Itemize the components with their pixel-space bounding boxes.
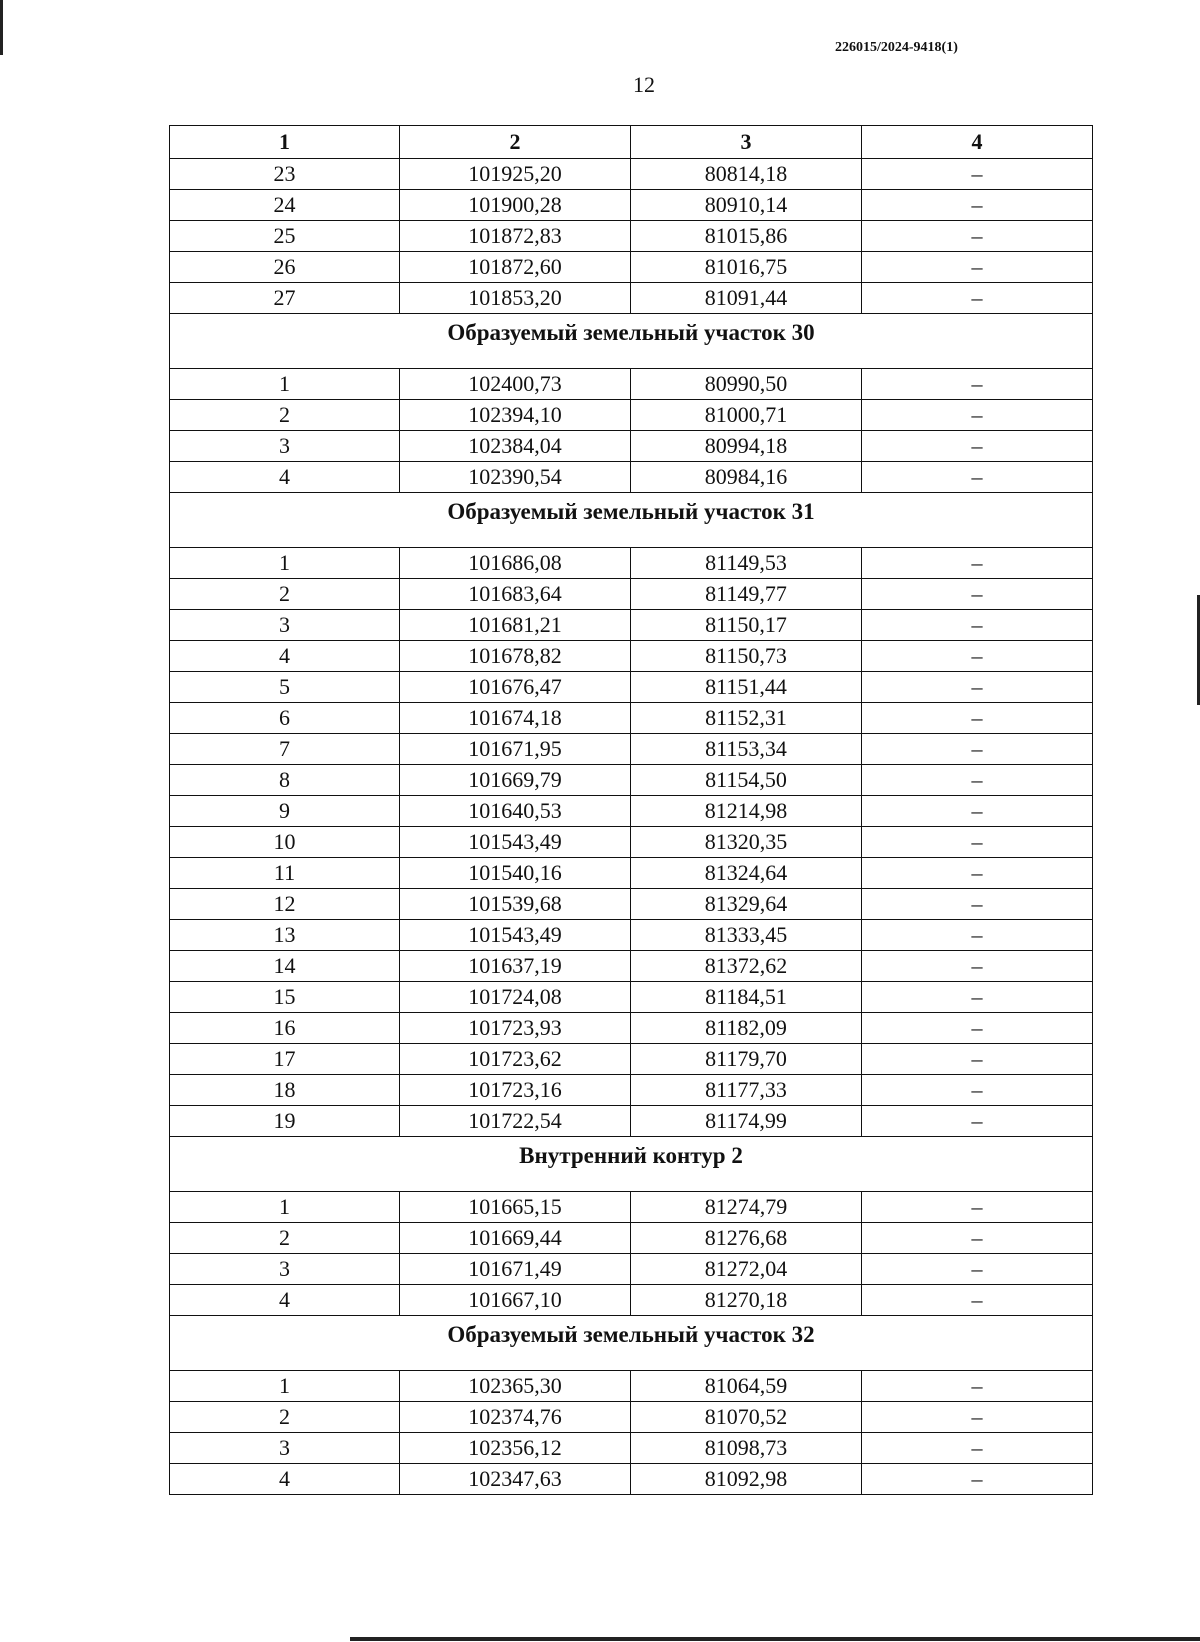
- note-cell: –: [862, 920, 1093, 951]
- coordinate-y-cell: 81174,99: [631, 1106, 862, 1137]
- point-number-cell: 4: [170, 1285, 400, 1316]
- point-number-cell: 4: [170, 641, 400, 672]
- section-title: Образуемый земельный участок 30: [170, 314, 1093, 369]
- coordinate-y-cell: 81154,50: [631, 765, 862, 796]
- coordinate-y-cell: 81270,18: [631, 1285, 862, 1316]
- table-row: [170, 1254, 1093, 1285]
- coordinate-y-cell: 81182,09: [631, 1013, 862, 1044]
- table-row: [170, 252, 1093, 283]
- table-row: [170, 951, 1093, 982]
- note-cell: –: [862, 1285, 1093, 1316]
- note-cell: –: [862, 827, 1093, 858]
- table-row: [170, 610, 1093, 641]
- point-number-cell: 5: [170, 672, 400, 703]
- coordinate-y-cell: 81329,64: [631, 889, 862, 920]
- table-row: [170, 221, 1093, 252]
- coordinate-x-cell: 102400,73: [400, 369, 631, 400]
- table-row: [170, 579, 1093, 610]
- coordinate-y-cell: 81184,51: [631, 982, 862, 1013]
- table-row: [170, 982, 1093, 1013]
- coordinate-y-cell: 81070,52: [631, 1402, 862, 1433]
- table-row: [170, 1075, 1093, 1106]
- coordinate-y-cell: 81276,68: [631, 1223, 862, 1254]
- note-cell: –: [862, 159, 1093, 190]
- table-row: [170, 734, 1093, 765]
- coordinate-x-cell: 101665,15: [400, 1192, 631, 1223]
- coordinate-y-cell: 80994,18: [631, 431, 862, 462]
- point-number-cell: 3: [170, 1254, 400, 1285]
- table-row: [170, 400, 1093, 431]
- coordinate-y-cell: 81179,70: [631, 1044, 862, 1075]
- point-number-cell: 14: [170, 951, 400, 982]
- coordinate-x-cell: 102390,54: [400, 462, 631, 493]
- point-number-cell: 27: [170, 283, 400, 314]
- point-number-cell: 4: [170, 1464, 400, 1495]
- note-cell: –: [862, 369, 1093, 400]
- point-number-cell: 25: [170, 221, 400, 252]
- table-row: [170, 1223, 1093, 1254]
- note-cell: –: [862, 221, 1093, 252]
- point-number-cell: 2: [170, 1223, 400, 1254]
- coordinate-y-cell: 81150,17: [631, 610, 862, 641]
- coordinate-y-cell: 81000,71: [631, 400, 862, 431]
- point-number-cell: 11: [170, 858, 400, 889]
- table-row: [170, 641, 1093, 672]
- scan-edge-mark-left: [0, 0, 3, 55]
- note-cell: –: [862, 548, 1093, 579]
- coordinate-x-cell: 101872,83: [400, 221, 631, 252]
- note-cell: –: [862, 1371, 1093, 1402]
- table-row: [170, 858, 1093, 889]
- coordinate-x-cell: 101683,64: [400, 579, 631, 610]
- table-row: [170, 548, 1093, 579]
- coordinate-x-cell: 101539,68: [400, 889, 631, 920]
- table-header-row: [170, 126, 1093, 159]
- table-row: [170, 920, 1093, 951]
- coordinate-y-cell: 81064,59: [631, 1371, 862, 1402]
- point-number-cell: 13: [170, 920, 400, 951]
- scan-bottom-rule: [350, 1637, 1200, 1641]
- note-cell: –: [862, 889, 1093, 920]
- coordinate-y-cell: 81149,53: [631, 548, 862, 579]
- coordinate-y-cell: 81152,31: [631, 703, 862, 734]
- point-number-cell: 3: [170, 1433, 400, 1464]
- table-row: [170, 703, 1093, 734]
- point-number-cell: 8: [170, 765, 400, 796]
- header-cell: 3: [631, 126, 862, 159]
- coordinate-y-cell: 80984,16: [631, 462, 862, 493]
- table-row: [170, 190, 1093, 221]
- note-cell: –: [862, 1044, 1093, 1075]
- table-row: [170, 283, 1093, 314]
- coordinate-x-cell: 101681,21: [400, 610, 631, 641]
- note-cell: –: [862, 400, 1093, 431]
- note-cell: –: [862, 1254, 1093, 1285]
- coordinate-x-cell: 101640,53: [400, 796, 631, 827]
- point-number-cell: 4: [170, 462, 400, 493]
- note-cell: –: [862, 1464, 1093, 1495]
- section-title-row: [170, 1137, 1093, 1192]
- note-cell: –: [862, 1106, 1093, 1137]
- table-row: [170, 431, 1093, 462]
- coordinate-x-cell: 101853,20: [400, 283, 631, 314]
- coordinate-x-cell: 101925,20: [400, 159, 631, 190]
- point-number-cell: 7: [170, 734, 400, 765]
- coordinate-x-cell: 101723,62: [400, 1044, 631, 1075]
- coordinate-y-cell: 81016,75: [631, 252, 862, 283]
- coordinate-y-cell: 81153,34: [631, 734, 862, 765]
- note-cell: –: [862, 1433, 1093, 1464]
- point-number-cell: 2: [170, 1402, 400, 1433]
- point-number-cell: 17: [170, 1044, 400, 1075]
- note-cell: –: [862, 1013, 1093, 1044]
- point-number-cell: 1: [170, 1192, 400, 1223]
- coordinate-y-cell: 81272,04: [631, 1254, 862, 1285]
- coordinate-y-cell: 81149,77: [631, 579, 862, 610]
- header-cell: 4: [862, 126, 1093, 159]
- table-row: [170, 1044, 1093, 1075]
- coordinate-x-cell: 101543,49: [400, 827, 631, 858]
- coordinate-y-cell: 81091,44: [631, 283, 862, 314]
- point-number-cell: 2: [170, 579, 400, 610]
- note-cell: –: [862, 672, 1093, 703]
- note-cell: –: [862, 1402, 1093, 1433]
- coordinate-x-cell: 101543,49: [400, 920, 631, 951]
- coordinate-x-cell: 101669,44: [400, 1223, 631, 1254]
- note-cell: –: [862, 796, 1093, 827]
- table-row: [170, 1433, 1093, 1464]
- note-cell: –: [862, 982, 1093, 1013]
- coordinate-y-cell: 81320,35: [631, 827, 862, 858]
- table-row: [170, 1192, 1093, 1223]
- coordinate-y-cell: 81150,73: [631, 641, 862, 672]
- point-number-cell: 1: [170, 548, 400, 579]
- point-number-cell: 1: [170, 1371, 400, 1402]
- coordinates-table-body: [170, 126, 1093, 1495]
- document-id: 226015/2024-9418(1): [835, 40, 958, 55]
- coordinate-x-cell: 101678,82: [400, 641, 631, 672]
- note-cell: –: [862, 579, 1093, 610]
- section-title: Образуемый земельный участок 31: [170, 493, 1093, 548]
- table-row: [170, 462, 1093, 493]
- note-cell: –: [862, 252, 1093, 283]
- coordinate-x-cell: 101872,60: [400, 252, 631, 283]
- note-cell: –: [862, 641, 1093, 672]
- note-cell: –: [862, 734, 1093, 765]
- point-number-cell: 6: [170, 703, 400, 734]
- coordinate-x-cell: 101669,79: [400, 765, 631, 796]
- coordinate-y-cell: 81324,64: [631, 858, 862, 889]
- coordinate-y-cell: 81333,45: [631, 920, 862, 951]
- table-row: [170, 827, 1093, 858]
- note-cell: –: [862, 765, 1093, 796]
- note-cell: –: [862, 951, 1093, 982]
- table-row: [170, 1106, 1093, 1137]
- header-cell: 1: [170, 126, 400, 159]
- coordinate-y-cell: 80990,50: [631, 369, 862, 400]
- coordinate-y-cell: 80910,14: [631, 190, 862, 221]
- coordinate-x-cell: 101724,08: [400, 982, 631, 1013]
- table-row: [170, 1402, 1093, 1433]
- coordinate-x-cell: 102356,12: [400, 1433, 631, 1464]
- note-cell: –: [862, 858, 1093, 889]
- table-row: [170, 1464, 1093, 1495]
- table-row: [170, 1013, 1093, 1044]
- coordinate-x-cell: 102374,76: [400, 1402, 631, 1433]
- point-number-cell: 19: [170, 1106, 400, 1137]
- point-number-cell: 24: [170, 190, 400, 221]
- table-row: [170, 1371, 1093, 1402]
- note-cell: –: [862, 610, 1093, 641]
- coordinate-x-cell: 102347,63: [400, 1464, 631, 1495]
- coordinate-x-cell: 102365,30: [400, 1371, 631, 1402]
- page-number: 12: [633, 72, 655, 97]
- note-cell: –: [862, 431, 1093, 462]
- point-number-cell: 26: [170, 252, 400, 283]
- coordinate-x-cell: 101637,19: [400, 951, 631, 982]
- point-number-cell: 3: [170, 610, 400, 641]
- point-number-cell: 12: [170, 889, 400, 920]
- coordinate-y-cell: 81274,79: [631, 1192, 862, 1223]
- point-number-cell: 15: [170, 982, 400, 1013]
- coordinates-table: [169, 125, 1093, 1495]
- coordinate-x-cell: 101667,10: [400, 1285, 631, 1316]
- coordinate-y-cell: 80814,18: [631, 159, 862, 190]
- table-row: [170, 159, 1093, 190]
- table-row: [170, 796, 1093, 827]
- coordinate-x-cell: 101671,49: [400, 1254, 631, 1285]
- coordinate-x-cell: 101676,47: [400, 672, 631, 703]
- coordinate-y-cell: 81151,44: [631, 672, 862, 703]
- coordinate-x-cell: 101686,08: [400, 548, 631, 579]
- coordinate-y-cell: 81092,98: [631, 1464, 862, 1495]
- header-cell: 2: [400, 126, 631, 159]
- table-row: [170, 765, 1093, 796]
- section-title-row: [170, 493, 1093, 548]
- point-number-cell: 16: [170, 1013, 400, 1044]
- point-number-cell: 1: [170, 369, 400, 400]
- coordinate-x-cell: 101723,16: [400, 1075, 631, 1106]
- coordinate-y-cell: 81015,86: [631, 221, 862, 252]
- note-cell: –: [862, 1075, 1093, 1106]
- point-number-cell: 23: [170, 159, 400, 190]
- point-number-cell: 2: [170, 400, 400, 431]
- table-row: [170, 1285, 1093, 1316]
- note-cell: –: [862, 190, 1093, 221]
- point-number-cell: 18: [170, 1075, 400, 1106]
- point-number-cell: 3: [170, 431, 400, 462]
- coordinate-x-cell: 101674,18: [400, 703, 631, 734]
- table-row: [170, 889, 1093, 920]
- point-number-cell: 10: [170, 827, 400, 858]
- note-cell: –: [862, 1192, 1093, 1223]
- coordinate-y-cell: 81214,98: [631, 796, 862, 827]
- section-title-row: [170, 314, 1093, 369]
- coordinate-y-cell: 81098,73: [631, 1433, 862, 1464]
- section-title: Внутренний контур 2: [170, 1137, 1093, 1192]
- coordinate-x-cell: 101540,16: [400, 858, 631, 889]
- section-title-row: [170, 1316, 1093, 1371]
- section-title: Образуемый земельный участок 32: [170, 1316, 1093, 1371]
- coordinate-x-cell: 101722,54: [400, 1106, 631, 1137]
- note-cell: –: [862, 283, 1093, 314]
- coordinate-y-cell: 81177,33: [631, 1075, 862, 1106]
- table-row: [170, 672, 1093, 703]
- coordinate-y-cell: 81372,62: [631, 951, 862, 982]
- table-row: [170, 369, 1093, 400]
- coordinate-x-cell: 102394,10: [400, 400, 631, 431]
- point-number-cell: 9: [170, 796, 400, 827]
- coordinate-x-cell: 101723,93: [400, 1013, 631, 1044]
- coordinate-x-cell: 101900,28: [400, 190, 631, 221]
- note-cell: –: [862, 462, 1093, 493]
- coordinate-x-cell: 102384,04: [400, 431, 631, 462]
- note-cell: –: [862, 703, 1093, 734]
- note-cell: –: [862, 1223, 1093, 1254]
- coordinate-x-cell: 101671,95: [400, 734, 631, 765]
